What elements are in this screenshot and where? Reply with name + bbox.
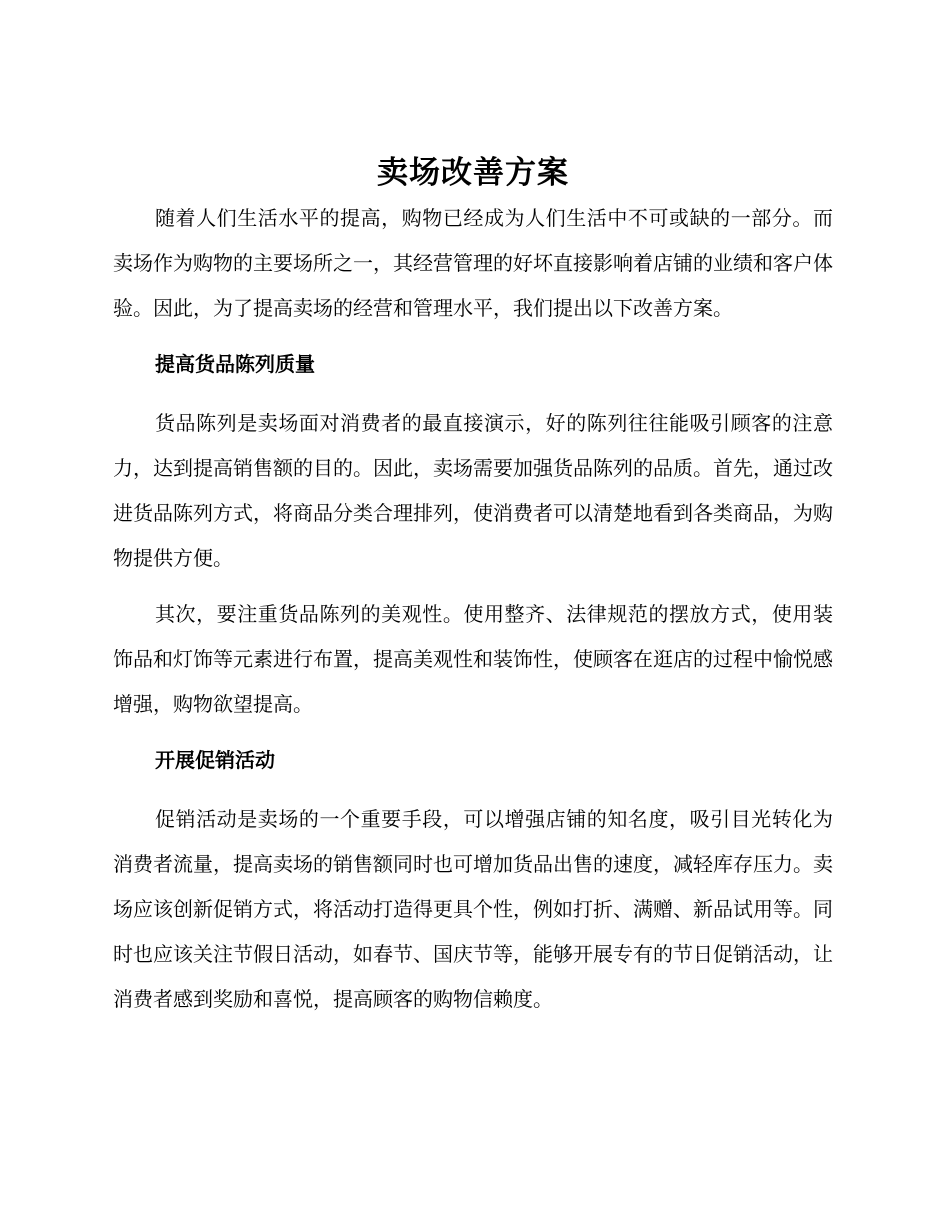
intro-paragraph: 随着人们生活水平的提高，购物已经成为人们生活中不可或缺的一部分。而卖场作为购物的主要场所之一，其经营管理的好坏直接影响着店铺的业绩和客户体验。因此，为了提高卖场的经营和管理水平，我们提出以下改善方案。 (113, 206, 833, 320)
section-paragraph: 货品陈列是卖场面对消费者的最直接演示，好的陈列往往能吸引顾客的注意力，达到提高销售额的目的。因此，卖场需要加强货品陈列的品质。首先，通过改进货品陈列方式，将商品分类合理排列，使消费者可以清楚地看到各类商品，为购物提供方便。 (113, 411, 833, 570)
section-promotions (113, 738, 833, 1022)
section-display-quality (113, 342, 833, 727)
section-heading: 提高货品陈列质量 (155, 352, 315, 376)
section-paragraph: 促销活动是卖场的一个重要手段，可以增强店铺的知名度，吸引目光转化为消费者流量，提高卖场的销售额同时也可增加货品出售的速度，减轻库存压力。卖场应该创新促销方式，将活动打造得更具个性，例如打折、满赠、新品试用等。同时也应该关注节假日活动，如春节、国庆节等，能够开展专有的节日促销活动，让消费者感到奖励和喜悦，提高顾客的购物信赖度。 (113, 807, 833, 1011)
section-heading: 开展促销活动 (155, 748, 275, 772)
document-body (113, 150, 833, 1022)
document-title: 卖场改善方案 (377, 155, 569, 191)
section-paragraph: 其次，要注重货品陈列的美观性。使用整齐、法律规范的摆放方式，使用装饰品和灯饰等元素进行布置，提高美观性和装饰性，使顾客在逛店的过程中愉悦感增强，购物欲望提高。 (113, 602, 833, 716)
